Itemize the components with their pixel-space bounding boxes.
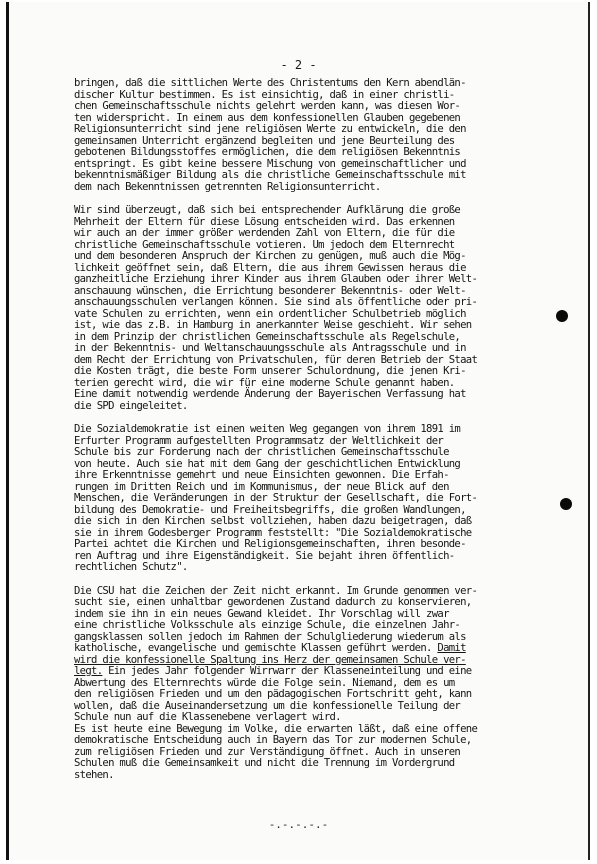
text-line: Schule bis zur Forderung nach der christlichen Gemeinschaftsschule (74, 446, 449, 458)
text-line: Religionsunterricht sind jene religiösen Werte zu entwickeln, die den (74, 123, 466, 135)
text-line: ten widerspricht. In einem aus dem konfessionellen Glauben gegebenen (74, 111, 461, 124)
text-line: von heute. Auch sie hat mit dem Gang der geschichtlichen Entwicklung (74, 457, 461, 470)
text-line: sucht sie, einen unhaltbar gewordenen Zustand dadurch zu konservieren, (74, 596, 472, 608)
page-number: - 2 - (280, 58, 317, 72)
text-line: die SPD eingeleitet. (74, 399, 188, 412)
document-body (74, 78, 594, 793)
text-line: discher Kultur bestimmen. Es ist einsichtig, daß in einer christli- (74, 88, 455, 101)
text-line: gangsklassen sollen jedoch im Rahmen der Schulgliederung wiederum als (74, 630, 466, 643)
text-line: gebotenen Bildungsstoffes ermöglichen, die dem religiösen Bekenntnis (74, 146, 461, 158)
text-line: Eine damit notwendig werdende Änderung der Bayerischen Verfassung hat (74, 388, 466, 400)
text-line: sie in ihrem Godesberger Programm feststellt: "Die Sozialdemokratische (74, 526, 472, 539)
text-line: Schulen muß die Gemeinsamkeit und nicht die Trennung im Vordergrund (74, 757, 455, 769)
text-line: rungen im Dritten Reich und im Kommunismus, der neue Blick auf den (74, 480, 449, 493)
text-line: Die CSU hat die Zeichen der Zeit nicht erkannt. Im Grunde genommen ver- (74, 584, 478, 597)
text-line: anschauungsschulen verlangen können. Sie sind als öffentliche oder pri- (74, 296, 478, 308)
paragraph (74, 586, 594, 782)
text-line: christliche Gemeinschaftsschule votieren. Um jedoch dem Elternrecht (74, 238, 455, 251)
text-line: Menschen, die Veränderungen in der Struktur der Gesellschaft, die Fort- (74, 492, 478, 504)
text-line: in der Bekenntnis- und Weltanschauungsschule als Antragsschule und in (74, 342, 466, 354)
paragraph (74, 424, 594, 574)
text-line: lichkeit geöffnet sein, daß Eltern, die aus ihrem Gewissen heraus die (74, 261, 466, 274)
text-line: vate Schulen zu errichten, wenn ein ordentlicher Schulbetrieb möglich (74, 307, 466, 320)
paragraph (74, 78, 594, 193)
text-line: die sich in den Kirchen selbst vollziehen, haben dazu beigetragen, daß (74, 515, 472, 527)
text-line: ist, wie das z.B. in Hamburg in anerkannter Weise geschieht. Wir sehen (74, 319, 472, 331)
text-line: ren Auftrag und ihre Eigenständigkeit. Sie bejaht ihren öffentlich- (74, 549, 455, 562)
text-line: stehen. (74, 768, 114, 781)
punch-hole-mark (556, 310, 568, 322)
text-line: Es ist heute eine Bewegung im Volke, die erwarten läßt, daß eine offene (74, 722, 478, 735)
text-line: katholische, evangelische und gemischte Klassen geführt werden. Damit (74, 642, 466, 654)
text-line: ihre Erkenntnisse gemehrt und neue Einsichten gewonnen. Die Erfah- (74, 469, 449, 481)
text-line: legt. Ein jedes Jahr folgender Wirrwarr der Klasseneinteilung und eine (74, 665, 472, 677)
text-line: ganzheitliche Erziehung ihrer Kinder aus ihrem Glauben oder ihrer Welt- (74, 273, 478, 285)
text-line: wollen, daß die Auseinandersetzung um die konfessionelle Teilung der (74, 699, 461, 712)
end-mark: -.-.-.-.- (268, 818, 329, 831)
text-line: Schule nun auf die Klassenebene verlagert wird. (74, 711, 341, 723)
text-line: anschauung wünschen, die Errichtung besonderer Bekenntnis- oder Welt- (74, 284, 466, 297)
text-line: Wir sind überzeugt, daß sich bei entsprechender Aufklärung die große (74, 204, 461, 216)
text-line: bildung des Demokratie- und Freiheitsbegriffs, die großen Wandlungen, (74, 503, 466, 516)
text-line: Mehrheit der Eltern für diese Lösung entscheiden wird. Das erkennen (74, 215, 455, 228)
text-line: terien gerecht wird, die wir für eine moderne Schule genannt haben. (74, 376, 455, 389)
text-line: bringen, daß die sittlichen Werte des Christentums den Kern abendlän- (74, 77, 466, 89)
text-line: zum religiösen Frieden und zur Verständigung öffnet. Auch in unseren (74, 745, 461, 758)
text-line: Partei achtet die Kirchen und Religionsgemeinschaften, ihren besonde- (74, 538, 466, 550)
text-line: wir auch an der immer größer werdenden Zahl von Eltern, die für die (74, 227, 455, 239)
text-line: indem sie ihn in ein neues Gewand kleidet. Ihr Vorschlag will zwar (74, 607, 449, 620)
text-line: bekenntnismäßiger Bildung als die christliche Gemeinschaftsschule mit (74, 169, 466, 181)
text-line: Die Sozialdemokratie ist einen weiten Weg gegangen von ihrem 1891 im (74, 423, 461, 435)
text-line: dem nach Bekenntnissen getrennten Religionsunterricht. (74, 180, 381, 193)
paragraph (74, 205, 594, 412)
punch-hole-mark (560, 498, 572, 510)
text-line: in dem Prinzip der christlichen Gemeinschaftsschule als Regelschule, (74, 330, 461, 343)
text-line: rechtlichen Schutz". (74, 561, 188, 573)
text-line: Abwertung des Elternrechts würde die Folge sein. Niemand, dem es um (74, 676, 455, 689)
text-line: dem Recht der Errichtung von Privatschulen, für deren Betrieb der Staat (74, 353, 478, 366)
text-line: demokratische Entscheidung auch in Bayern das Tor zur modernen Schule, (74, 734, 472, 746)
text-line: die Kosten trägt, die beste Form unserer Schulordnung, die jenen Kri- (74, 365, 466, 377)
text-line: gemeinsamen Unterricht ergänzend begleiten und jene Beurteilung des (74, 134, 455, 147)
text-line: den religiösen Frieden und um den pädagogischen Fortschritt geht, kann (74, 688, 472, 700)
text-line: und dem besonderen Anspruch der Kirchen zu genügen, muß auch die Mög- (74, 250, 466, 262)
text-line: Erfurter Programm aufgestellten Programmsatz der Weltlichkeit der (74, 434, 444, 447)
text-line: eine christliche Volksschule als einzige Schule, die einzelnen Jahr- (74, 619, 461, 631)
text-line: chen Gemeinschaftsschule nichts gelehrt werden kann, was diesen Wor- (74, 100, 461, 112)
text-line: entspringt. Es gibt keine bessere Mischung von gemeinschaftlicher und (74, 157, 466, 170)
text-line: wird die konfessionelle Spaltung ins Herz der gemeinsamen Schule ver- (74, 653, 466, 666)
